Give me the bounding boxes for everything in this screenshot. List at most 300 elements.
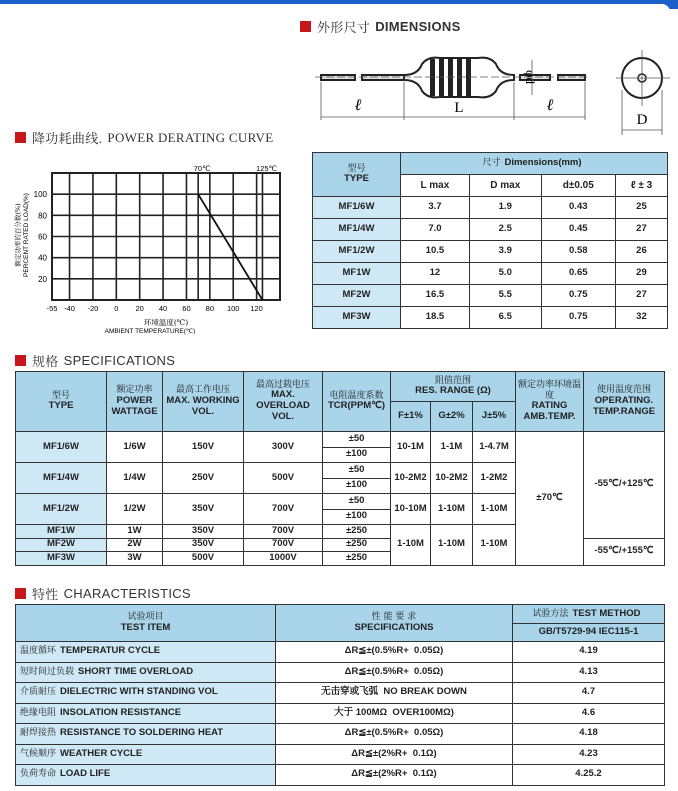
cell-text: 3.7 [428, 201, 442, 213]
x-tick-label: 100 [226, 304, 240, 313]
x-tick-label: 0 [114, 304, 119, 313]
tcr-cell [323, 463, 391, 479]
specifications-table [15, 371, 665, 566]
cell-text: ℓ ± 3 [630, 179, 653, 191]
lead-length-label: ℓ [354, 97, 362, 114]
cell-text: SPECIFICATIONS [354, 621, 434, 633]
cell-text: 1/6W [123, 440, 146, 452]
cell-text: 耐焊接热 [20, 728, 57, 739]
diameter-label: D [636, 112, 648, 128]
cell-text: 18.5 [425, 311, 445, 323]
header-row [313, 153, 668, 175]
cell-text: 1/4W [123, 471, 146, 483]
cell-text: 150V [191, 440, 215, 452]
cell-text: MF1/2W [43, 502, 79, 514]
cell-text: 使用温度范围 [596, 385, 651, 396]
cell-text: ±250 [345, 538, 368, 550]
value-cell [615, 241, 667, 263]
value-cell [541, 241, 615, 263]
wire-diameter-label: φd [523, 70, 538, 85]
cell-text: -55℃/+155℃ [594, 545, 654, 557]
cell-text: 型号 [51, 390, 70, 401]
y-tick-label: 60 [38, 232, 47, 242]
cell-text: 0.45 [569, 223, 588, 235]
table-cell [391, 372, 516, 402]
cell-text: ΔR≦±(2%R+ 0.1Ω) [351, 747, 437, 759]
operating-range-cell [584, 538, 665, 565]
table-cell [391, 432, 431, 463]
x-axis-label-cn: 环境温度(℃) [143, 318, 189, 327]
value-cell [469, 241, 541, 263]
section-marker-icon [15, 355, 26, 366]
cell-text: 介质耐压 [20, 687, 57, 698]
dimensions-table [312, 152, 668, 329]
y-tick-label: 100 [33, 190, 47, 200]
cell-text: 短时间过负载 [20, 666, 75, 677]
cell-text: 试验项目 [127, 612, 164, 623]
cell-text: 10.5 [425, 245, 445, 257]
cell-text: 29 [636, 267, 647, 279]
value-cell [541, 219, 615, 241]
cell-text: MF1/4W [338, 223, 375, 235]
value-cell [541, 285, 615, 307]
table-cell [163, 494, 244, 525]
spec-cell [276, 703, 513, 724]
test-item-cell [16, 744, 276, 765]
cell-text: TEST ITEM [120, 621, 171, 633]
table-cell [163, 372, 244, 432]
table-cell [431, 463, 473, 494]
cell-text: 0.75 [569, 311, 588, 323]
type-cell [313, 197, 401, 219]
cell-text: 4.7 [581, 686, 596, 698]
cell-text: 2W [127, 538, 142, 550]
cell-text: 3W [127, 551, 142, 563]
cell-text: 7.0 [428, 223, 442, 235]
value-cell [469, 307, 541, 329]
characteristic-row [16, 744, 665, 765]
cell-text: MF1W [47, 524, 75, 536]
cell-text: MAX. OVERLOAD VOL. [256, 389, 310, 423]
cell-text: ΔR≦±(0.5%R+ 0.05Ω) [344, 645, 444, 657]
cell-text: 1-10M [397, 538, 424, 550]
characteristic-row [16, 683, 665, 704]
temperature-annotation: 70℃ [193, 164, 211, 173]
header-row [16, 605, 665, 624]
temperature-annotation: 125℃ [255, 164, 277, 173]
test-item-cell [16, 703, 276, 724]
cell-text: 最高过载电压 [255, 379, 310, 390]
x-axis-label: AMBIENT TEMPERATURE(℃) [104, 328, 196, 335]
type-cell [16, 552, 107, 566]
y-tick-label: 80 [38, 211, 47, 221]
value-cell [615, 219, 667, 241]
value-cell [615, 307, 667, 329]
cell-text: 4.13 [579, 665, 598, 677]
tcr-cell [323, 538, 391, 552]
table-cell [107, 538, 163, 552]
table-cell [431, 494, 473, 525]
cell-text: J±5% [481, 410, 507, 422]
spec-row [16, 432, 665, 448]
test-item-cell [16, 724, 276, 745]
column-header [401, 175, 470, 197]
cell-text: ΔR≦±(2%R+ 0.1Ω) [351, 768, 437, 780]
method-cell [513, 703, 665, 724]
table-cell [473, 432, 516, 463]
table-cell [516, 372, 584, 432]
type-cell [313, 263, 401, 285]
spec-cell [276, 662, 513, 683]
cell-text: 10-2M2 [394, 471, 427, 483]
cell-text: 0.43 [569, 201, 588, 213]
test-item-cell [16, 765, 276, 786]
table-cell [276, 605, 513, 642]
value-cell [615, 263, 667, 285]
cell-text: 12 [429, 267, 441, 279]
table-cell [473, 463, 516, 494]
cell-text: 700V [271, 524, 295, 536]
value-cell [401, 219, 470, 241]
cell-text: MF1/4W [43, 471, 79, 483]
cell-text: 0.65 [569, 267, 588, 279]
characteristics-table [15, 604, 665, 786]
tcr-cell [323, 525, 391, 539]
table-cell [513, 624, 665, 642]
heading-en: CHARACTERISTICS [63, 586, 191, 601]
cell-text: ±100 [345, 510, 368, 522]
table-cell [163, 432, 244, 463]
spec-cell [276, 765, 513, 786]
cell-text: 1-2M2 [480, 471, 508, 483]
dimensions-heading [300, 17, 461, 36]
y-axis-label-cn: 额定功率的百分数(%) [14, 203, 22, 267]
cell-text: 350V [191, 524, 215, 536]
cell-text: RES. RANGE (Ω) [415, 385, 491, 397]
table-cell [391, 494, 431, 525]
table-cell [16, 605, 276, 642]
table-row [313, 197, 668, 219]
cell-text: 尺寸 [482, 158, 501, 169]
value-cell [469, 219, 541, 241]
table-cell [244, 372, 323, 432]
cell-text: SHORT TIME OVERLOAD [78, 665, 194, 677]
y-tick-label: 40 [38, 253, 47, 263]
method-cell [513, 765, 665, 786]
cell-text: 负荷寿命 [20, 769, 57, 780]
table-cell [107, 372, 163, 432]
cell-text: WEATHER CYCLE [60, 747, 143, 759]
cell-text: 绝缘电阻 [20, 707, 57, 718]
cell-text: 1-1M [440, 440, 463, 452]
cell-text: 4.23 [579, 747, 598, 759]
cell-text: ±50 [348, 463, 365, 475]
cell-text: ±70℃ [536, 491, 563, 503]
table-cell [163, 552, 244, 566]
cell-text: 10-1M [397, 440, 424, 452]
value-cell [541, 263, 615, 285]
cell-text: 350V [191, 538, 215, 550]
table-cell [163, 525, 244, 539]
test-item-cell [16, 683, 276, 704]
x-tick-label: -20 [87, 304, 99, 313]
cell-text: MF1W [342, 267, 371, 279]
cell-text: LOAD LIFE [60, 768, 111, 780]
y-axis-label: PERCENT RATED LOAD(%) [23, 193, 30, 277]
table-cell [244, 538, 323, 552]
value-cell [401, 263, 470, 285]
table-cell [473, 525, 516, 566]
table-cell [244, 494, 323, 525]
characteristic-row [16, 765, 665, 786]
cell-text: GB/T5729-94 IEC115-1 [538, 626, 639, 638]
cell-text: 500V [271, 471, 295, 483]
cell-text: 6.5 [498, 311, 512, 323]
characteristic-row [16, 703, 665, 724]
x-tick-label: -55 [46, 304, 58, 313]
cell-text: MF2W [342, 289, 371, 301]
cell-text: MF1/6W [43, 440, 79, 452]
tcr-cell [323, 552, 391, 566]
cell-text: 最高工作电压 [175, 385, 230, 396]
tcr-cell [323, 494, 391, 510]
table-cell [391, 402, 431, 432]
characteristic-row [16, 662, 665, 683]
method-cell [513, 744, 665, 765]
cell-text: 10-10M [394, 502, 427, 514]
value-cell [615, 285, 667, 307]
header-row [16, 372, 665, 402]
cell-text: 5.0 [498, 267, 512, 279]
value-cell [469, 197, 541, 219]
cell-text: 额定功率环境温度 [517, 380, 581, 401]
tcr-cell [323, 432, 391, 448]
spec-cell [276, 744, 513, 765]
cell-text: 4.18 [579, 727, 598, 739]
tcr-cell [323, 478, 391, 494]
value-cell [401, 285, 470, 307]
cell-text: 4.25.2 [575, 768, 602, 780]
table-cell [163, 463, 244, 494]
section-marker-icon [300, 21, 311, 32]
table-row [313, 241, 668, 263]
value-cell [401, 307, 470, 329]
test-method-header [513, 605, 665, 624]
characteristics-heading [15, 584, 191, 603]
spec-cell [276, 683, 513, 704]
cell-text: RESISTANCE TO SOLDERING HEAT [60, 727, 224, 739]
characteristic-row [16, 642, 665, 663]
body-length-label: L [454, 100, 464, 116]
table-cell [431, 402, 473, 432]
dimensions-group-header [401, 153, 668, 175]
table-cell [16, 372, 107, 432]
table-cell [323, 372, 391, 432]
cell-text: ΔR≦±(0.5%R+ 0.05Ω) [344, 727, 444, 739]
cell-text: 大于 100MΩ OVER100MΩ) [334, 706, 454, 718]
operating-range-cell [584, 432, 665, 539]
cell-text: ±250 [345, 551, 368, 563]
value-cell [541, 307, 615, 329]
cell-text: 性 能 要 求 [371, 612, 417, 623]
cell-text: 1-4.7M [479, 440, 509, 452]
type-cell [16, 538, 107, 552]
cell-text: TCR(PPM℃) [327, 400, 386, 412]
cell-text: 1-10M [438, 502, 465, 514]
test-item-cell [16, 662, 276, 683]
y-tick-label: 20 [38, 274, 47, 284]
cell-text: ΔR≦±(0.5%R+ 0.05Ω) [344, 665, 444, 677]
specifications-heading [15, 351, 175, 370]
x-tick-label: 20 [135, 304, 144, 313]
cell-text: 4.6 [581, 706, 596, 718]
table-cell [473, 402, 516, 432]
cell-text: POWER WATTAGE [111, 394, 158, 417]
heading-cn: 降功耗曲线. [32, 131, 103, 146]
derating-heading [15, 128, 273, 147]
cell-text: 额定功率 [116, 385, 153, 396]
method-cell [513, 642, 665, 663]
cell-text: 型号 [347, 163, 366, 174]
cell-text: 温度循环 [20, 646, 57, 657]
test-item-cell [16, 642, 276, 663]
cell-text: MF1/2W [338, 245, 375, 257]
method-cell [513, 683, 665, 704]
cell-text: ±250 [345, 524, 368, 536]
heading-cn: 特性 [32, 587, 59, 602]
type-cell [16, 432, 107, 463]
column-header [615, 175, 667, 197]
table-row [313, 219, 668, 241]
table-cell [244, 463, 323, 494]
type-cell [16, 494, 107, 525]
cell-text: TEST METHOD [572, 607, 641, 619]
cell-text: 700V [271, 538, 295, 550]
cell-text: ±50 [348, 432, 365, 444]
cell-text: 5.5 [498, 289, 512, 301]
tcr-cell [323, 447, 391, 463]
cell-text: MF3W [47, 551, 75, 563]
cell-text: 1-10M [480, 502, 508, 514]
cell-text: 阻值范围 [434, 375, 471, 386]
cell-text: 电阻温度系数 [329, 390, 384, 401]
table-cell [107, 552, 163, 566]
power-derating-chart [0, 160, 300, 335]
value-cell [469, 285, 541, 307]
cell-text: 250V [191, 471, 215, 483]
spec-cell [276, 642, 513, 663]
method-cell [513, 724, 665, 745]
value-cell [401, 197, 470, 219]
cell-text: 27 [636, 289, 647, 301]
x-tick-label: -40 [64, 304, 75, 313]
spec-cell [276, 724, 513, 745]
cell-text: MAX. WORKING VOL. [166, 394, 240, 417]
cell-text: 32 [636, 311, 647, 323]
cell-text: 16.5 [425, 289, 445, 301]
x-tick-label: 40 [158, 304, 168, 313]
cell-text: 试验方法 [532, 608, 569, 619]
cell-text: 25 [636, 201, 647, 213]
table-cell [107, 494, 163, 525]
cell-text: ±50 [348, 494, 365, 506]
cell-text: 4.19 [579, 645, 598, 657]
method-cell [513, 662, 665, 683]
cell-text: 无击穿或飞弧 NO BREAK DOWN [321, 686, 467, 698]
rating-temp-cell [516, 432, 584, 566]
type-header [313, 153, 401, 197]
lead-length-label: ℓ [546, 97, 554, 114]
cell-text: ±100 [345, 479, 368, 491]
table-cell [391, 463, 431, 494]
heading-cn: 外形尺寸 [317, 20, 371, 35]
cell-text: D max [490, 179, 521, 191]
type-cell [16, 525, 107, 539]
cell-text: 27 [636, 223, 647, 235]
x-tick-label: 80 [205, 304, 215, 313]
cell-text: 1W [127, 524, 142, 536]
table-cell [431, 525, 473, 566]
cell-text: -55℃/+125℃ [594, 478, 654, 490]
cell-text: ±100 [345, 448, 368, 460]
cell-text: 300V [271, 440, 295, 452]
type-cell [16, 463, 107, 494]
table-cell [391, 525, 431, 566]
cell-text: 2.5 [498, 223, 512, 235]
tcr-cell [323, 509, 391, 525]
type-cell [313, 285, 401, 307]
value-cell [541, 197, 615, 219]
cell-text: TYPE [344, 173, 369, 185]
table-cell [107, 463, 163, 494]
value-cell [469, 263, 541, 285]
cell-text: F±1% [398, 410, 423, 422]
heading-en: SPECIFICATIONS [63, 353, 176, 368]
cell-text: 0.58 [569, 245, 588, 257]
cell-text: 0.75 [569, 289, 588, 301]
cell-text: 1-10M [480, 538, 508, 550]
x-tick-label: 120 [250, 304, 263, 313]
cell-text: 700V [271, 502, 295, 514]
table-cell [244, 432, 323, 463]
type-cell [313, 219, 401, 241]
cell-text: 10-2M2 [435, 471, 468, 483]
top-bar [0, 0, 678, 9]
table-row [313, 285, 668, 307]
cell-text: L max [420, 179, 450, 191]
table-cell [584, 372, 665, 432]
cell-text: Dimensions(mm) [504, 157, 582, 169]
cell-text: TEMPERATUR CYCLE [60, 645, 161, 657]
cell-text: MF1/6W [338, 201, 375, 213]
resistor-dimension-diagram [300, 40, 678, 140]
cell-text: 3.9 [498, 245, 512, 257]
cell-text: 500V [191, 551, 215, 563]
table-cell [107, 432, 163, 463]
cell-text: 1-10M [438, 538, 465, 550]
table-cell [107, 525, 163, 539]
cell-text: INSOLATION RESISTANCE [60, 706, 182, 718]
cell-text: 1.9 [498, 201, 512, 213]
column-header [469, 175, 541, 197]
cell-text: d±0.05 [562, 179, 594, 191]
table-cell [431, 432, 473, 463]
cell-text: DIELECTRIC WITH STANDING VOL [60, 686, 218, 698]
heading-cn: 规格 [32, 354, 59, 369]
type-cell [313, 307, 401, 329]
heading-en: DIMENSIONS [375, 19, 461, 34]
section-marker-icon [15, 588, 26, 599]
